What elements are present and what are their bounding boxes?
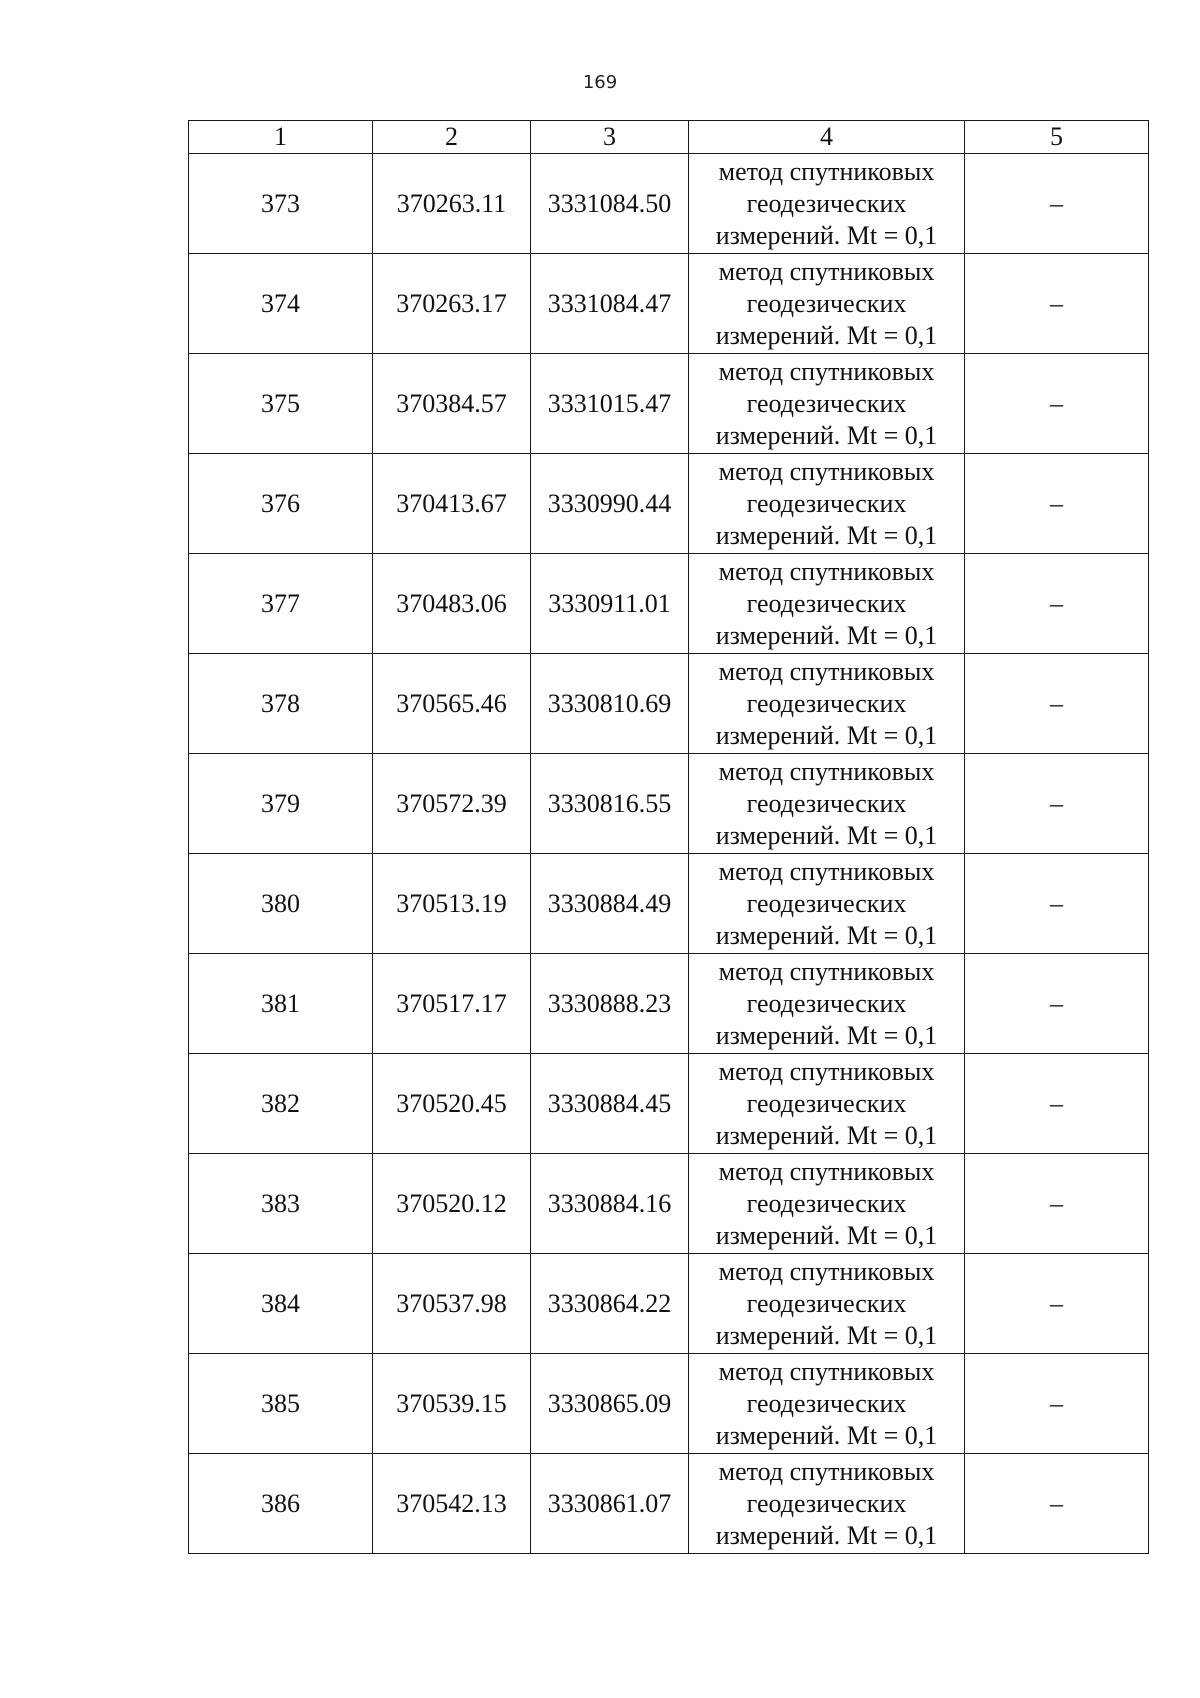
method-line: измерений. Mt = 0,1 <box>715 1320 938 1350</box>
note-cell: – <box>965 554 1149 654</box>
method-line: измерений. Mt = 0,1 <box>715 620 938 650</box>
method-line: измерений. Mt = 0,1 <box>715 1520 938 1550</box>
x-coordinate-cell: 370520.45 <box>373 1054 531 1154</box>
method-line: измерений. Mt = 0,1 <box>715 1120 938 1150</box>
table-row <box>189 854 1149 954</box>
method-cell <box>689 254 965 354</box>
method-line: измерений. Mt = 0,1 <box>715 320 938 350</box>
table-header <box>189 121 1149 154</box>
method-line: метод спутниковых <box>718 1356 935 1386</box>
method-line: метод спутниковых <box>718 756 935 786</box>
point-number-cell: 377 <box>189 554 373 654</box>
table-row <box>189 1254 1149 1354</box>
point-number-cell: 386 <box>189 1454 373 1554</box>
method-line: геодезических <box>746 1388 907 1418</box>
method-cell <box>689 454 965 554</box>
method-line: метод спутниковых <box>718 456 935 486</box>
y-coordinate-cell: 3331015.47 <box>531 354 689 454</box>
method-cell <box>689 1454 965 1554</box>
method-line: измерений. Mt = 0,1 <box>715 1220 938 1250</box>
point-number-cell: 383 <box>189 1154 373 1254</box>
x-coordinate-cell: 370572.39 <box>373 754 531 854</box>
point-number-cell: 373 <box>189 154 373 254</box>
point-number-cell: 384 <box>189 1254 373 1354</box>
method-cell <box>689 1254 965 1354</box>
y-coordinate-cell: 3331084.47 <box>531 254 689 354</box>
method-line: метод спутниковых <box>718 1056 935 1086</box>
point-number-cell: 380 <box>189 854 373 954</box>
method-line: метод спутниковых <box>718 356 935 386</box>
y-coordinate-cell: 3330888.23 <box>531 954 689 1054</box>
x-coordinate-cell: 370263.17 <box>373 254 531 354</box>
x-coordinate-cell: 370520.12 <box>373 1154 531 1254</box>
header-col-1: 1 <box>189 121 373 154</box>
note-cell: – <box>965 154 1149 254</box>
method-line: метод спутниковых <box>718 1456 935 1486</box>
point-number-cell: 379 <box>189 754 373 854</box>
method-line: геодезических <box>746 888 907 918</box>
method-line: геодезических <box>746 1288 907 1318</box>
method-line: метод спутниковых <box>718 656 935 686</box>
table-row <box>189 754 1149 854</box>
table-row <box>189 554 1149 654</box>
table-body <box>189 154 1149 1554</box>
table-row <box>189 354 1149 454</box>
method-cell <box>689 354 965 454</box>
method-cell <box>689 554 965 654</box>
method-line: измерений. Mt = 0,1 <box>715 1420 938 1450</box>
y-coordinate-cell: 3330864.22 <box>531 1254 689 1354</box>
table-row <box>189 254 1149 354</box>
y-coordinate-cell: 3330990.44 <box>531 454 689 554</box>
method-line: метод спутниковых <box>718 156 935 186</box>
method-cell <box>689 954 965 1054</box>
method-line: измерений. Mt = 0,1 <box>715 520 938 550</box>
point-number-cell: 385 <box>189 1354 373 1454</box>
table-row <box>189 154 1149 254</box>
method-line: геодезических <box>746 1488 907 1518</box>
method-line: геодезических <box>746 1188 907 1218</box>
method-line: геодезических <box>746 688 907 718</box>
header-col-3: 3 <box>531 121 689 154</box>
header-col-5: 5 <box>965 121 1149 154</box>
method-line: метод спутниковых <box>718 256 935 286</box>
method-line: геодезических <box>746 588 907 618</box>
method-cell <box>689 754 965 854</box>
y-coordinate-cell: 3330884.45 <box>531 1054 689 1154</box>
note-cell: – <box>965 654 1149 754</box>
method-cell <box>689 1354 965 1454</box>
method-line: метод спутниковых <box>718 1256 935 1286</box>
table-row <box>189 1354 1149 1454</box>
method-line: геодезических <box>746 988 907 1018</box>
note-cell: – <box>965 454 1149 554</box>
method-line: геодезических <box>746 488 907 518</box>
note-cell: – <box>965 1254 1149 1354</box>
y-coordinate-cell: 3330911.01 <box>531 554 689 654</box>
note-cell: – <box>965 1354 1149 1454</box>
x-coordinate-cell: 370517.17 <box>373 954 531 1054</box>
note-cell: – <box>965 254 1149 354</box>
note-cell: – <box>965 1154 1149 1254</box>
point-number-cell: 378 <box>189 654 373 754</box>
method-cell <box>689 854 965 954</box>
method-line: геодезических <box>746 788 907 818</box>
header-col-2: 2 <box>373 121 531 154</box>
note-cell: – <box>965 754 1149 854</box>
method-cell <box>689 1154 965 1254</box>
y-coordinate-cell: 3330865.09 <box>531 1354 689 1454</box>
note-cell: – <box>965 1054 1149 1154</box>
method-line: измерений. Mt = 0,1 <box>715 420 938 450</box>
x-coordinate-cell: 370539.15 <box>373 1354 531 1454</box>
x-coordinate-cell: 370513.19 <box>373 854 531 954</box>
x-coordinate-cell: 370565.46 <box>373 654 531 754</box>
method-line: метод спутниковых <box>718 956 935 986</box>
method-cell <box>689 1054 965 1154</box>
y-coordinate-cell: 3330861.07 <box>531 1454 689 1554</box>
table-row <box>189 454 1149 554</box>
x-coordinate-cell: 370537.98 <box>373 1254 531 1354</box>
table-row <box>189 1454 1149 1554</box>
method-line: метод спутниковых <box>718 856 935 886</box>
point-number-cell: 381 <box>189 954 373 1054</box>
method-cell <box>689 154 965 254</box>
point-number-cell: 375 <box>189 354 373 454</box>
header-col-4: 4 <box>689 121 965 154</box>
header-row <box>189 121 1149 154</box>
table-row <box>189 654 1149 754</box>
y-coordinate-cell: 3331084.50 <box>531 154 689 254</box>
x-coordinate-cell: 370542.13 <box>373 1454 531 1554</box>
method-line: измерений. Mt = 0,1 <box>715 1020 938 1050</box>
method-line: геодезических <box>746 288 907 318</box>
method-line: метод спутниковых <box>718 1156 935 1186</box>
point-number-cell: 376 <box>189 454 373 554</box>
method-line: метод спутниковых <box>718 556 935 586</box>
method-line: измерений. Mt = 0,1 <box>715 920 938 950</box>
x-coordinate-cell: 370483.06 <box>373 554 531 654</box>
table-row <box>189 1154 1149 1254</box>
note-cell: – <box>965 854 1149 954</box>
y-coordinate-cell: 3330810.69 <box>531 654 689 754</box>
method-cell <box>689 654 965 754</box>
method-line: геодезических <box>746 1088 907 1118</box>
x-coordinate-cell: 370413.67 <box>373 454 531 554</box>
y-coordinate-cell: 3330884.49 <box>531 854 689 954</box>
note-cell: – <box>965 354 1149 454</box>
y-coordinate-cell: 3330884.16 <box>531 1154 689 1254</box>
point-number-cell: 382 <box>189 1054 373 1154</box>
method-line: измерений. Mt = 0,1 <box>715 720 938 750</box>
x-coordinate-cell: 370263.11 <box>373 154 531 254</box>
method-line: измерений. Mt = 0,1 <box>715 220 938 250</box>
y-coordinate-cell: 3330816.55 <box>531 754 689 854</box>
point-number-cell: 374 <box>189 254 373 354</box>
table-row <box>189 1054 1149 1154</box>
coordinates-table <box>188 120 1149 1554</box>
note-cell: – <box>965 1454 1149 1554</box>
method-line: геодезических <box>746 388 907 418</box>
x-coordinate-cell: 370384.57 <box>373 354 531 454</box>
page-number: 169 <box>582 72 618 93</box>
method-line: измерений. Mt = 0,1 <box>715 820 938 850</box>
method-line: геодезических <box>746 188 907 218</box>
table-row <box>189 954 1149 1054</box>
note-cell: – <box>965 954 1149 1054</box>
